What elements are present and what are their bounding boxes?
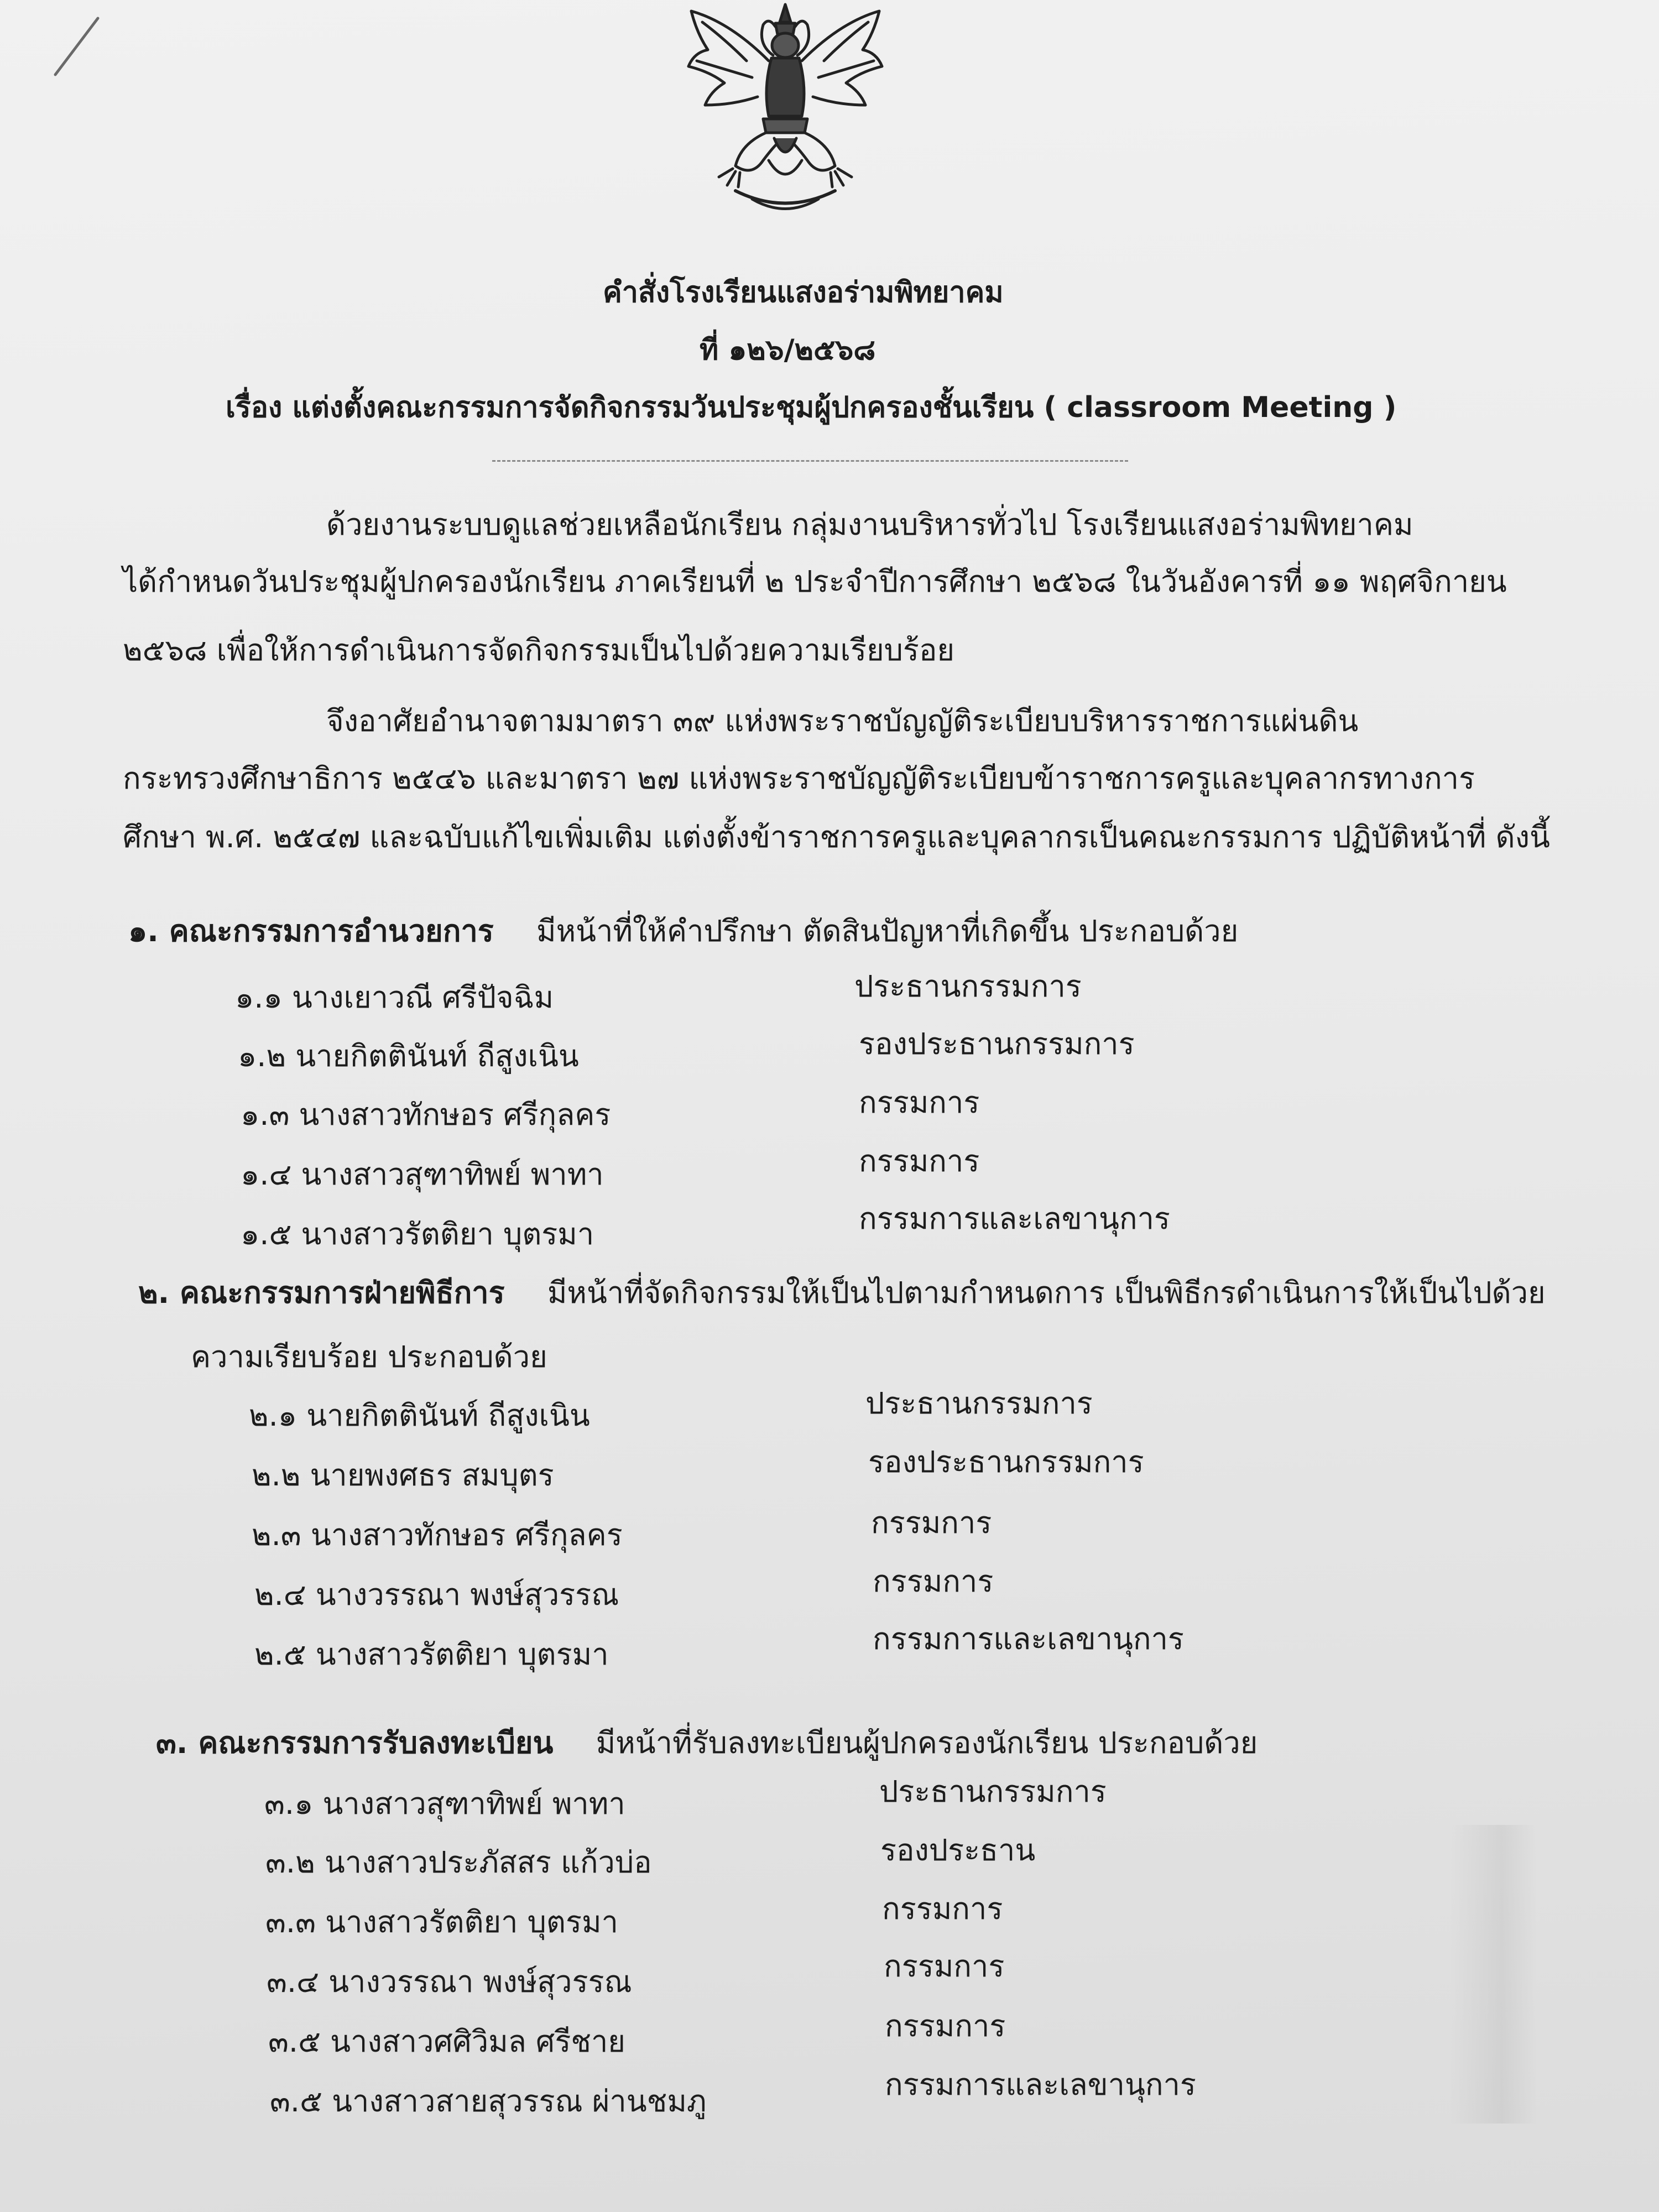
committee-2-member-role: กรรมการ <box>873 1564 994 1599</box>
committee-3-member-role: รองประธาน <box>880 1833 1036 1867</box>
order-number: ที่ ๑๒๖/๒๕๖๘ <box>700 333 876 367</box>
committee-3-member-role: ประธานกรรมการ <box>879 1774 1107 1809</box>
committee-2-member-name: ๒.๓ นางสาวทักษอร ศรีกุลคร <box>252 1517 623 1552</box>
order-subject: เรื่อง แต่งตั้งคณะกรรมการจัดกิจกรรมวันประชุมผู้ปกครองชั้นเรียน ( classroom Meeting ) <box>226 391 1397 424</box>
committee-1-member-role: กรรมการและเลขานุการ <box>859 1201 1170 1236</box>
committee-3-member-role: กรรมการ <box>885 2008 1006 2043</box>
committee-3-member-role: กรรมการ <box>882 1891 1003 1926</box>
committee-1-member-name: ๑.๓ นางสาวทักษอร ศรีกุลคร <box>241 1097 611 1132</box>
committee-1-heading <box>128 907 1238 954</box>
committee-3-member-role: กรรมการและเลขานุการ <box>885 2067 1196 2102</box>
paragraph-1-line-2: ได้กำหนดวันประชุมผู้ปกครองนักเรียน ภาคเรียนที่ ๒ ประจำปีการศึกษา ๒๕๖๘ ในวันอังคารที่ ๑๑ พฤศจิกายน <box>123 564 1507 599</box>
committee-3-heading <box>156 1719 1258 1766</box>
committee-1-member-name: ๑.๒ นายกิตตินันท์ ถีสูงเนิน <box>238 1039 579 1073</box>
committee-1-member-role: รองประธานกรรมการ <box>859 1026 1135 1061</box>
committee-1-member-name: ๑.๔ นางสาวสุฑาทิพย์ พาทา <box>241 1157 604 1192</box>
paragraph-2-line-3: ศึกษา พ.ศ. ๒๕๔๗ และฉบับแก้ไขเพิ่มเติม แต่งตั้งข้าราชการครูและบุคลากรเป็นคณะกรรมการ ปฏิบัติหน้าที่ ดังนี้ <box>123 820 1550 854</box>
committee-1-title: ๑. คณะกรรมการอำนวยการ <box>128 914 494 948</box>
committee-1-member-name: ๑.๕ นางสาวรัตติยา บุตรมา <box>241 1217 594 1251</box>
committee-2-member-role: กรรมการ <box>871 1505 992 1540</box>
committee-2-title: ๒. คณะกรรมการฝ่ายพิธีการ <box>138 1275 505 1310</box>
paragraph-2-line-1: จึงอาศัยอำนาจตามมาตรา ๓๙ แห่งพระราชบัญญัติระเบียบบริหารราชการแผ่นดิน <box>326 703 1359 738</box>
committee-3-title: ๓. คณะกรรมการรับลงทะเบียน <box>156 1725 554 1760</box>
committee-3-member-name: ๓.๔ นางวรรณา พงษ์สุวรรณ <box>267 1964 632 1999</box>
header-divider <box>492 460 1128 462</box>
committee-2-member-name: ๒.๒ นายพงศธร สมบุตร <box>252 1458 554 1493</box>
committee-1-duty: มีหน้าที่ให้คำปรึกษา ตัดสินปัญหาที่เกิดขึ้น ประกอบด้วย <box>536 914 1239 948</box>
committee-3-member-name: ๓.๓ นางสาวรัตติยา บุตรมา <box>265 1905 618 1939</box>
paper-fold-shadow <box>1449 1825 1537 2124</box>
committee-3-duty: มีหน้าที่รับลงทะเบียนผู้ปกครองนักเรียน ประกอบด้วย <box>596 1725 1258 1760</box>
paragraph-2-line-2: กระทรวงศึกษาธิการ ๒๕๔๖ และมาตรา ๒๗ แห่งพระราชบัญญัติระเบียบข้าราชการครูและบุคลากรทางการ <box>123 761 1475 796</box>
order-title: คำสั่งโรงเรียนแสงอร่ามพิทยาคม <box>603 276 1004 309</box>
committee-3-member-name: ๓.๑ นางสาวสุฑาทิพย์ พาทา <box>264 1786 625 1821</box>
committee-2-member-name: ๒.๑ นายกิตตินันท์ ถีสูงเนิน <box>249 1398 590 1433</box>
committee-2-member-role: กรรมการและเลขานุการ <box>873 1621 1184 1656</box>
pen-stroke-mark <box>53 14 102 80</box>
committee-2-member-name: ๒.๔ นางวรรณา พงษ์สุวรรณ <box>254 1577 619 1612</box>
committee-1-member-name: ๑.๑ นางเยาวณี ศรีปัจฉิม <box>235 980 554 1015</box>
committee-3-member-role: กรรมการ <box>884 1949 1005 1984</box>
committee-2-duty: มีหน้าที่จัดกิจกรรมให้เป็นไปตามกำหนดการ เป็นพิธีกรดำเนินการให้เป็นไปด้วย <box>547 1275 1546 1310</box>
garuda-emblem <box>680 0 890 221</box>
committee-3-member-name: ๓.๒ นางสาวประภัสสร แก้วบ่อ <box>265 1845 652 1880</box>
committee-2-duty-continued: ความเรียบร้อย ประกอบด้วย <box>191 1339 547 1374</box>
committee-2-member-role: ประธานกรรมการ <box>865 1386 1093 1421</box>
paragraph-1-line-1: ด้วยงานระบบดูแลช่วยเหลือนักเรียน กลุ่มงานบริหารทั่วไป โรงเรียนแสงอร่ามพิทยาคม <box>326 507 1413 542</box>
paragraph-1-line-3: ๒๕๖๘ เพื่อให้การดำเนินการจัดกิจกรรมเป็นไปด้วยความเรียบร้อย <box>123 633 955 667</box>
committee-1-member-role: ประธานกรรมการ <box>854 969 1082 1004</box>
committee-3-member-name: ๓.๕ นางสาวศศิวิมล ศรีชาย <box>268 2024 625 2059</box>
committee-1-member-role: กรรมการ <box>859 1144 980 1178</box>
committee-3-member-name: ๓.๕ นางสาวสายสุวรรณ ผ่านชมภู <box>270 2084 707 2119</box>
committee-2-heading <box>138 1269 1546 1316</box>
committee-2-member-role: รองประธานกรรมการ <box>868 1444 1144 1479</box>
committee-1-member-role: กรรมการ <box>859 1085 980 1120</box>
committee-2-member-name: ๒.๕ นางสาวรัตติยา บุตรมา <box>254 1637 609 1672</box>
